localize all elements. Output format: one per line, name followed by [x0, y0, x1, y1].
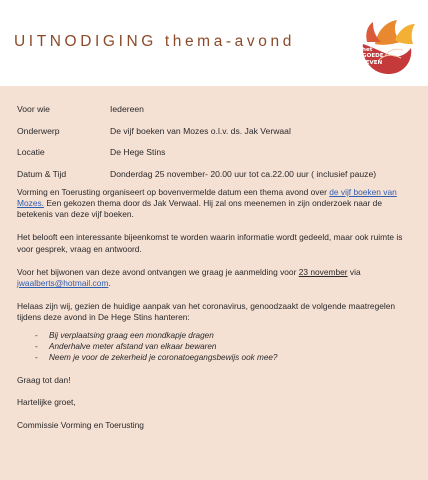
detail-row-onderwerp [17, 126, 415, 138]
logo-line-1: het [362, 47, 373, 53]
logo-text [362, 47, 384, 66]
detail-value: Donderdag 25 november- 20.00 uur tot ca.22.00 uur ( inclusief pauze) [110, 168, 377, 179]
registration-paragraph [17, 267, 415, 289]
logo-line-2: GOEDE [362, 53, 384, 60]
logo-line-3: LEVEN [362, 59, 383, 66]
email-link[interactable]: jwaalberts@hotmail.com [17, 278, 109, 288]
registration-text-1: Voor het bijwonen van deze avond ontvangen we graag je aanmelding voor [17, 266, 299, 277]
list-item: - Anderhalve meter afstand van elkaar bewaren [35, 341, 415, 352]
detail-label: Locatie [17, 147, 45, 158]
intro-paragraph [17, 187, 415, 221]
detail-label: Voor wie [17, 104, 50, 114]
intro-text-2: Een gekozen thema door ds Jak Verwaal. Hij zal ons meenemen in zijn onderzoek naar de betekenis van deze vijf boeken. [17, 197, 382, 220]
list-item: - Bij verplaatsing graag een mondkapje dragen [35, 330, 415, 341]
closing-regards: Hartelijke groet, [17, 397, 76, 408]
detail-label: Onderwerp [17, 125, 60, 136]
detail-value: De Hege Stins [110, 147, 166, 158]
intro-text-1: Vorming en Toerusting organiseert op bovenvermelde datum een thema avond over [17, 186, 330, 197]
rules-list [17, 330, 415, 363]
closing-greeting: Graag tot dan! [17, 374, 71, 385]
detail-row-datum-tijd [17, 169, 415, 181]
signature: Commissie Vorming en Toerusting [17, 420, 144, 431]
program-paragraph: Het belooft een interessante bijeenkomst te worden waarin informatie wordt gedeeld, maar ook ruimte is voor gesprek, vraag en antwoord. [17, 232, 403, 254]
topic-link[interactable]: de vijf boeken van Mozes. [17, 186, 397, 208]
detail-value: De vijf boeken van Mozes o.l.v. ds. Jak Verwaal [110, 125, 291, 136]
het-goede-leven-logo-icon [355, 14, 417, 78]
registration-text-2: via [347, 266, 361, 277]
registration-text-3: . [108, 278, 111, 288]
registration-date: 23 november [298, 266, 348, 277]
corona-paragraph: Helaas zijn wij, gezien de huidige aanpak van het coronavirus, genoodzaakt de volgende maatregelen tijdens deze avond in De Hege Stins hanteren: [17, 301, 396, 323]
detail-value: Iedereen [110, 104, 144, 114]
invitation-body [17, 104, 415, 443]
detail-row-locatie [17, 147, 415, 159]
detail-row-voor-wie [17, 104, 415, 116]
list-item: - Neem je voor de zekerheid je coronatoegangsbewijs ook mee? [35, 352, 415, 363]
page-title: UITNODIGING thema-avond [14, 33, 295, 50]
detail-label: Datum & Tijd [17, 168, 67, 179]
